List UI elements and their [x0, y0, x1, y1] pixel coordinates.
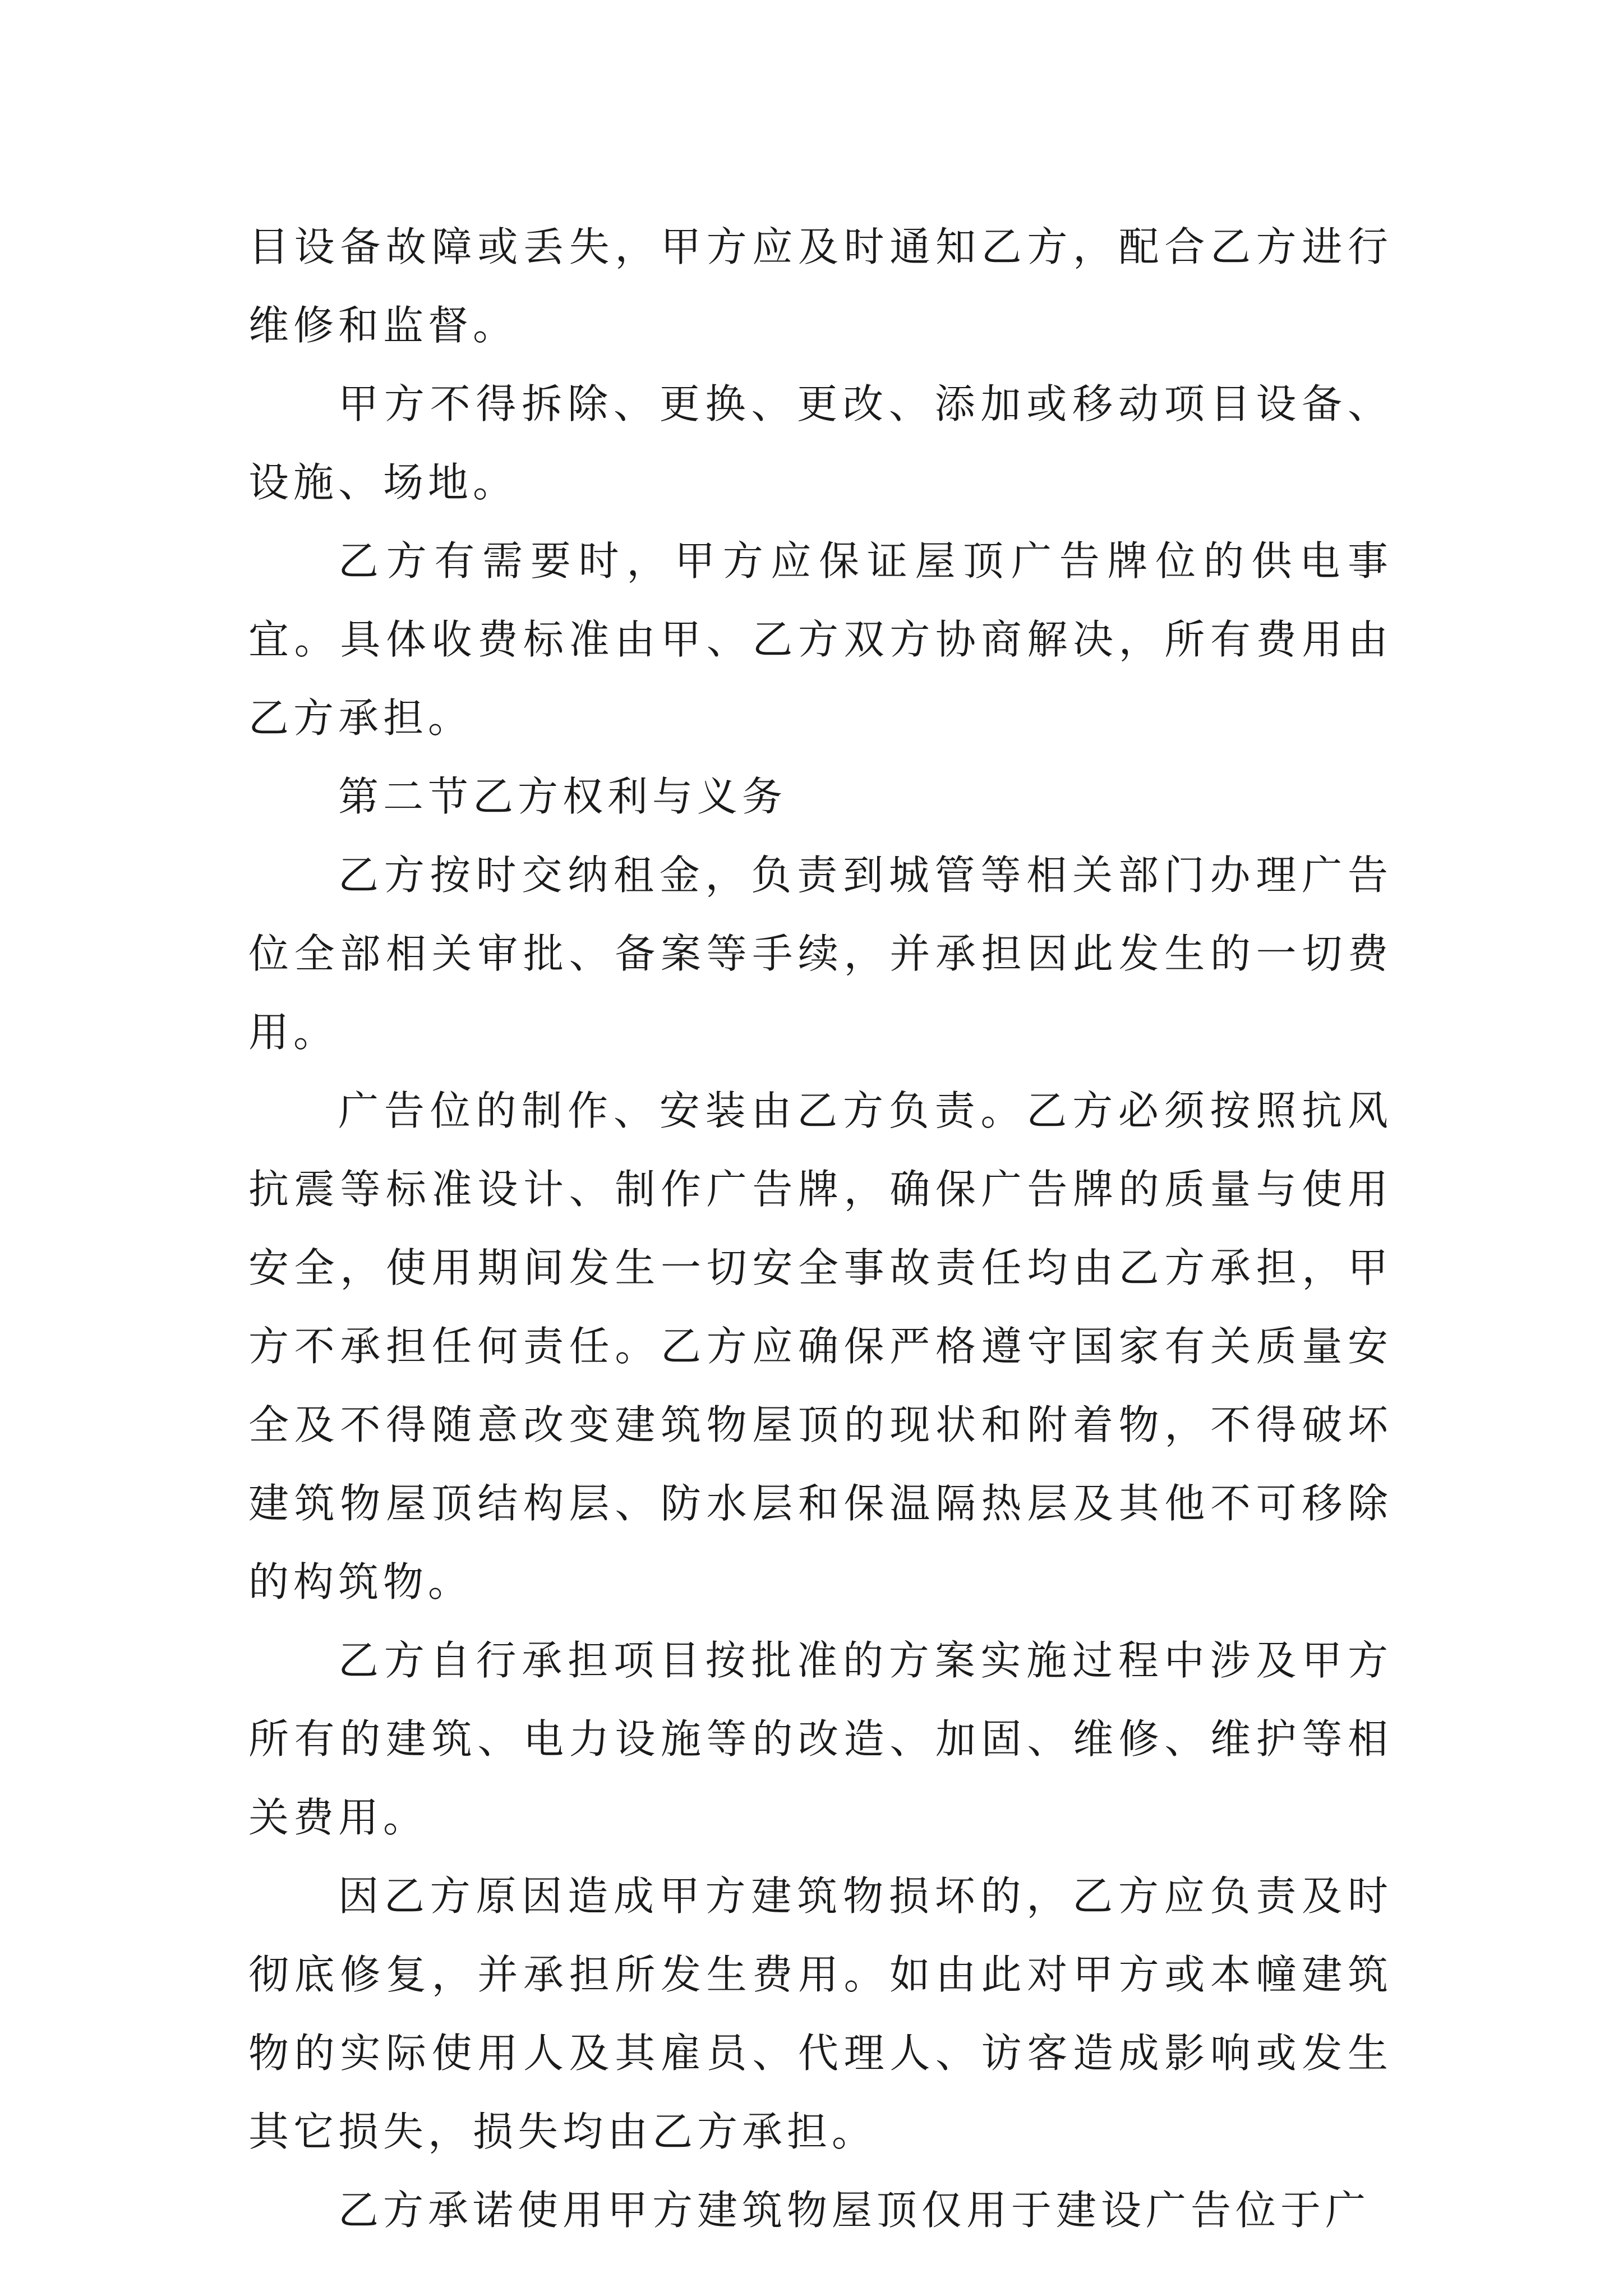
paragraph: 乙方自行承担项目按批准的方案实施过程中涉及甲方所有的建筑、电力设施等的改造、加固、维修、维护等相关费用。 — [248, 1637, 1393, 1841]
paragraph-truncated: 乙方承诺使用甲方建筑物屋顶仅用于建设广告位于广 — [338, 2187, 1371, 2234]
document-body — [248, 208, 1393, 2249]
paragraph: 因乙方原因造成甲方建筑物损坏的，乙方应负责及时彻底修复，并承担所发生费用。如由此对甲方或本幢建筑物的实际使用人及其雇员、代理人、访客造成影响或发生其它损失，损失均由乙方承担。 — [248, 1872, 1393, 2155]
paragraph: 广告位的制作、安装由乙方负责。乙方必须按照抗风抗震等标准设计、制作广告牌，确保广告牌的质量与使用安全，使用期间发生一切安全事故责任均由乙方承担，甲方不承担任何责任。乙方应确保严格遵守国家有关质量安全及不得随意改变建筑物屋顶的现状和附着物，不得破坏建筑物屋顶结构层、防水层和保温隔热层及其他不可移除的构筑物。 — [248, 1087, 1393, 1605]
paragraph: 乙方有需要时，甲方应保证屋顶广告牌位的供电事宜。具体收费标准由甲、乙方双方协商解决，所有费用由乙方承担。 — [248, 537, 1393, 742]
paragraph-continued: 目设备故障或丢失，甲方应及时通知乙方，配合乙方进行维修和监督。 — [248, 223, 1393, 349]
paragraph: 甲方不得拆除、更换、更改、添加或移动项目设备、设施、场地。 — [248, 380, 1393, 506]
section-heading: 第二节乙方权利与义务 — [338, 773, 787, 820]
paragraph: 乙方按时交纳租金，负责到城管等相关部门办理广告位全部相关审批、备案等手续，并承担因此发生的一切费用。 — [248, 852, 1393, 1056]
